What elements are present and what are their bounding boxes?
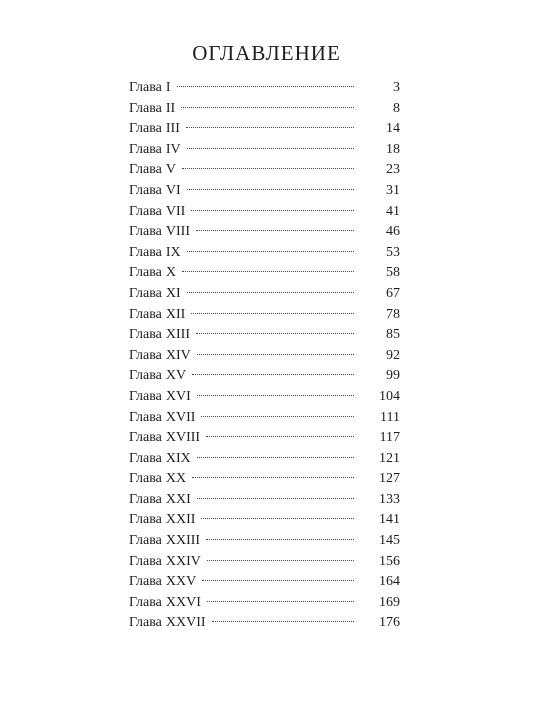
toc-entry bbox=[129, 263, 400, 284]
chapter-word: Глава bbox=[129, 471, 162, 487]
chapter-label bbox=[129, 387, 191, 408]
chapter-label bbox=[129, 572, 196, 593]
page-number: 85 bbox=[386, 327, 400, 343]
chapter-number: XXIV bbox=[165, 553, 201, 569]
dot-leader bbox=[187, 292, 354, 293]
page-number: 23 bbox=[386, 162, 400, 178]
toc-entry bbox=[129, 222, 400, 243]
chapter-word: Глава bbox=[129, 574, 162, 590]
page-number: 78 bbox=[386, 306, 400, 322]
chapter-label bbox=[129, 325, 190, 346]
chapter-word: Глава bbox=[129, 615, 162, 631]
chapter-word: Глава bbox=[129, 388, 162, 404]
chapter-number: IV bbox=[165, 141, 181, 157]
dot-leader bbox=[187, 251, 354, 252]
toc-entry bbox=[129, 552, 400, 573]
chapter-label bbox=[129, 243, 181, 264]
chapter-word: Глава bbox=[129, 450, 162, 466]
page-number: 41 bbox=[386, 203, 400, 219]
chapter-label bbox=[129, 346, 191, 367]
page-number: 176 bbox=[379, 615, 400, 631]
chapter-number: XVI bbox=[165, 388, 191, 404]
dot-leader bbox=[186, 127, 354, 128]
dot-leader bbox=[187, 148, 354, 149]
toc-entry bbox=[129, 202, 400, 223]
dot-leader bbox=[207, 560, 354, 561]
chapter-label bbox=[129, 202, 185, 223]
chapter-label bbox=[129, 78, 171, 99]
dot-leader bbox=[201, 416, 354, 417]
chapter-number: XIV bbox=[165, 347, 191, 363]
chapter-label bbox=[129, 613, 206, 634]
chapter-label bbox=[129, 428, 200, 449]
chapter-number: X bbox=[165, 265, 177, 281]
dot-leader bbox=[207, 601, 354, 602]
dot-leader bbox=[206, 539, 354, 540]
chapter-number: VIII bbox=[165, 224, 190, 240]
chapter-label bbox=[129, 531, 200, 552]
chapter-label bbox=[129, 593, 201, 614]
toc-entry bbox=[129, 469, 400, 490]
page-number: 145 bbox=[379, 533, 400, 549]
chapter-word: Глава bbox=[129, 594, 162, 610]
toc-entry bbox=[129, 119, 400, 140]
chapter-word: Глава bbox=[129, 265, 162, 281]
page-number: 127 bbox=[379, 471, 400, 487]
toc-entry bbox=[129, 325, 400, 346]
toc-entry bbox=[129, 387, 400, 408]
toc-entry bbox=[129, 346, 400, 367]
dot-leader bbox=[197, 354, 354, 355]
chapter-word: Глава bbox=[129, 100, 162, 116]
chapter-label bbox=[129, 181, 181, 202]
chapter-label bbox=[129, 284, 181, 305]
page-number: 99 bbox=[386, 368, 400, 384]
table-of-contents bbox=[129, 78, 400, 634]
chapter-word: Глава bbox=[129, 162, 162, 178]
dot-leader bbox=[212, 621, 354, 622]
chapter-number: II bbox=[165, 100, 176, 116]
chapter-word: Глава bbox=[129, 512, 162, 528]
page-number: 164 bbox=[379, 574, 400, 590]
chapter-label bbox=[129, 449, 191, 470]
toc-entry bbox=[129, 510, 400, 531]
page-number: 92 bbox=[386, 347, 400, 363]
page-number: 31 bbox=[386, 182, 400, 198]
dot-leader bbox=[191, 210, 354, 211]
chapter-word: Глава bbox=[129, 203, 162, 219]
dot-leader bbox=[202, 580, 354, 581]
chapter-word: Глава bbox=[129, 285, 162, 301]
page-number: 104 bbox=[379, 388, 400, 404]
page-number: 67 bbox=[386, 285, 400, 301]
chapter-number: XXII bbox=[165, 512, 196, 528]
dot-leader bbox=[196, 230, 354, 231]
chapter-word: Глава bbox=[129, 533, 162, 549]
dot-leader bbox=[192, 477, 354, 478]
chapter-word: Глава bbox=[129, 244, 162, 260]
chapter-word: Глава bbox=[129, 553, 162, 569]
chapter-number: I bbox=[165, 80, 171, 95]
toc-entry bbox=[129, 408, 400, 429]
toc-entry bbox=[129, 140, 400, 161]
chapter-number: XVIII bbox=[165, 430, 201, 446]
toc-entry bbox=[129, 243, 400, 264]
chapter-number: XII bbox=[165, 306, 186, 322]
dot-leader bbox=[187, 189, 354, 190]
dot-leader bbox=[196, 333, 354, 334]
toc-entry bbox=[129, 428, 400, 449]
page-title: ОГЛАВЛЕНИЕ bbox=[192, 41, 341, 65]
chapter-word: Глава bbox=[129, 347, 162, 363]
chapter-label bbox=[129, 305, 185, 326]
chapter-number: XIX bbox=[165, 450, 191, 466]
chapter-label bbox=[129, 222, 190, 243]
chapter-label bbox=[129, 469, 186, 490]
dot-leader bbox=[197, 457, 354, 458]
page-number: 3 bbox=[393, 80, 400, 95]
chapter-label bbox=[129, 140, 181, 161]
dot-leader bbox=[192, 374, 354, 375]
page-number: 8 bbox=[393, 100, 400, 116]
chapter-label bbox=[129, 490, 191, 511]
chapter-number: XI bbox=[165, 285, 181, 301]
dot-leader bbox=[182, 168, 354, 169]
chapter-label bbox=[129, 160, 176, 181]
page-number: 133 bbox=[379, 491, 400, 507]
dot-leader bbox=[177, 86, 354, 87]
dot-leader bbox=[206, 436, 354, 437]
chapter-word: Глава bbox=[129, 306, 162, 322]
page-number: 156 bbox=[379, 553, 400, 569]
dot-leader bbox=[191, 313, 354, 314]
toc-entry bbox=[129, 531, 400, 552]
chapter-word: Глава bbox=[129, 430, 162, 446]
chapter-label bbox=[129, 552, 201, 573]
chapter-number: XVII bbox=[165, 409, 196, 425]
dot-leader bbox=[197, 395, 354, 396]
chapter-label bbox=[129, 408, 195, 429]
toc-entry bbox=[129, 593, 400, 614]
chapter-number: XXVI bbox=[165, 594, 201, 610]
page-number: 14 bbox=[386, 121, 400, 137]
chapter-label bbox=[129, 366, 186, 387]
chapter-number: XXV bbox=[165, 574, 197, 590]
chapter-word: Глава bbox=[129, 121, 162, 137]
chapter-word: Глава bbox=[129, 224, 162, 240]
chapter-word: Глава bbox=[129, 327, 162, 343]
chapter-word: Глава bbox=[129, 409, 162, 425]
toc-entry bbox=[129, 490, 400, 511]
chapter-number: IX bbox=[165, 244, 181, 260]
chapter-label bbox=[129, 263, 176, 284]
chapter-number: V bbox=[165, 162, 177, 178]
page-number: 58 bbox=[386, 265, 400, 281]
chapter-word: Глава bbox=[129, 491, 162, 507]
chapter-word: Глава bbox=[129, 368, 162, 384]
page-number: 169 bbox=[379, 594, 400, 610]
dot-leader bbox=[201, 518, 354, 519]
dot-leader bbox=[197, 498, 354, 499]
dot-leader bbox=[181, 107, 354, 108]
page-number: 121 bbox=[379, 450, 400, 466]
chapter-number: VII bbox=[165, 203, 186, 219]
page-number: 46 bbox=[386, 224, 400, 240]
chapter-number: XXIII bbox=[165, 533, 201, 549]
toc-entry bbox=[129, 449, 400, 470]
page-number: 53 bbox=[386, 244, 400, 260]
toc-entry bbox=[129, 305, 400, 326]
chapter-number: XIII bbox=[165, 327, 190, 343]
chapter-label bbox=[129, 99, 175, 120]
chapter-label bbox=[129, 510, 195, 531]
toc-entry bbox=[129, 181, 400, 202]
chapter-number: XXVII bbox=[165, 615, 206, 631]
toc-entry bbox=[129, 160, 400, 181]
toc-entry bbox=[129, 613, 400, 634]
page-number: 18 bbox=[386, 141, 400, 157]
toc-entry bbox=[129, 99, 400, 120]
chapter-number: VI bbox=[165, 182, 181, 198]
chapter-word: Глава bbox=[129, 80, 162, 95]
chapter-word: Глава bbox=[129, 141, 162, 157]
toc-entry bbox=[129, 284, 400, 305]
dot-leader bbox=[182, 271, 354, 272]
chapter-word: Глава bbox=[129, 182, 162, 198]
page-number: 141 bbox=[379, 512, 400, 528]
toc-entry bbox=[129, 366, 400, 387]
toc-entry bbox=[129, 572, 400, 593]
chapter-number: XV bbox=[165, 368, 187, 384]
toc-entry bbox=[129, 78, 400, 99]
chapter-label bbox=[129, 119, 180, 140]
chapter-number: XX bbox=[165, 471, 187, 487]
chapter-number: XXI bbox=[165, 491, 191, 507]
chapter-number: III bbox=[165, 121, 180, 137]
page-number: 117 bbox=[379, 430, 400, 446]
page-number: 111 bbox=[380, 409, 400, 425]
